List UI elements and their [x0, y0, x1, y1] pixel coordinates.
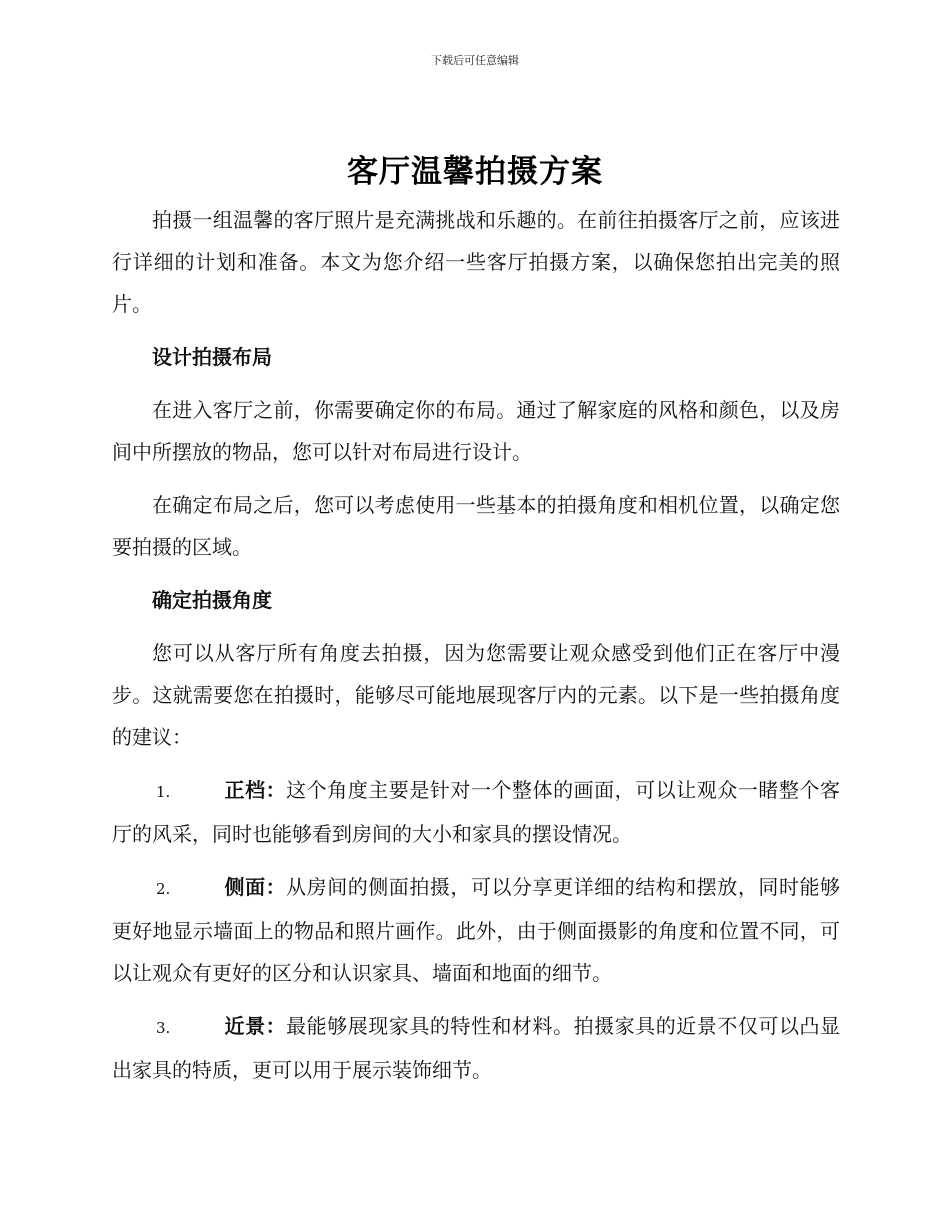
section-heading-angles: 确定拍摄角度 — [152, 588, 272, 612]
list-text: 这个角度主要是针对一个整体的画面，可以让观众一睹整个客厅的风采，同时也能够看到房间的大小和家具的摆设情况。 — [112, 778, 841, 846]
list-term: 侧面： — [224, 875, 287, 899]
list-term: 正档： — [224, 778, 287, 802]
list-term: 近景： — [224, 1014, 287, 1038]
document-title: 客厅温馨拍摄方案 — [347, 154, 603, 190]
list-number: 3. — [156, 1019, 171, 1037]
layout-paragraph-2: 在确定布局之后，您可以考虑使用一些基本的拍摄角度和相机位置，以确定您要拍摄的区域。 — [112, 493, 840, 559]
list-item — [112, 866, 840, 994]
section-heading-layout: 设计拍摄布局 — [152, 345, 272, 369]
list-text: 从房间的侧面拍摄，可以分享更详细的结构和摆放，同时能够更好地显示墙面上的物品和照片画作。此外，由于侧面摄影的角度和位置不同，可以让观众有更好的区分和认识家具、墙面和地面的细节。 — [112, 875, 841, 985]
list-text: 最能够展现家具的特性和材料。拍摄家具的近景不仅可以凸显出家具的特质，更可以用于展示装饰细节。 — [112, 1014, 841, 1082]
layout-paragraph-1: 在进入客厅之前，你需要确定你的布局。通过了解家庭的风格和颜色，以及房间中所摆放的物品，您可以针对布局进行设计。 — [112, 398, 840, 464]
list-item — [112, 1005, 840, 1091]
list-number: 1. — [156, 783, 171, 801]
list-number: 2. — [156, 880, 171, 898]
header-note: 下载后可任意编辑 — [431, 54, 519, 67]
document-body — [112, 199, 840, 1102]
angles-paragraph: 您可以从客厅所有角度去拍摄，因为您需要让观众感受到他们正在客厅中漫步。这就需要您在拍摄时，能够尽可能地展现客厅内的元素。以下是一些拍摄角度的建议： — [112, 641, 840, 749]
intro-paragraph: 拍摄一组温馨的客厅照片是充满挑战和乐趣的。在前往拍摄客厅之前，应该进行详细的计划和准备。本文为您介绍一些客厅拍摄方案，以确保您拍出完美的照片。 — [112, 208, 840, 316]
list-item — [112, 769, 840, 855]
